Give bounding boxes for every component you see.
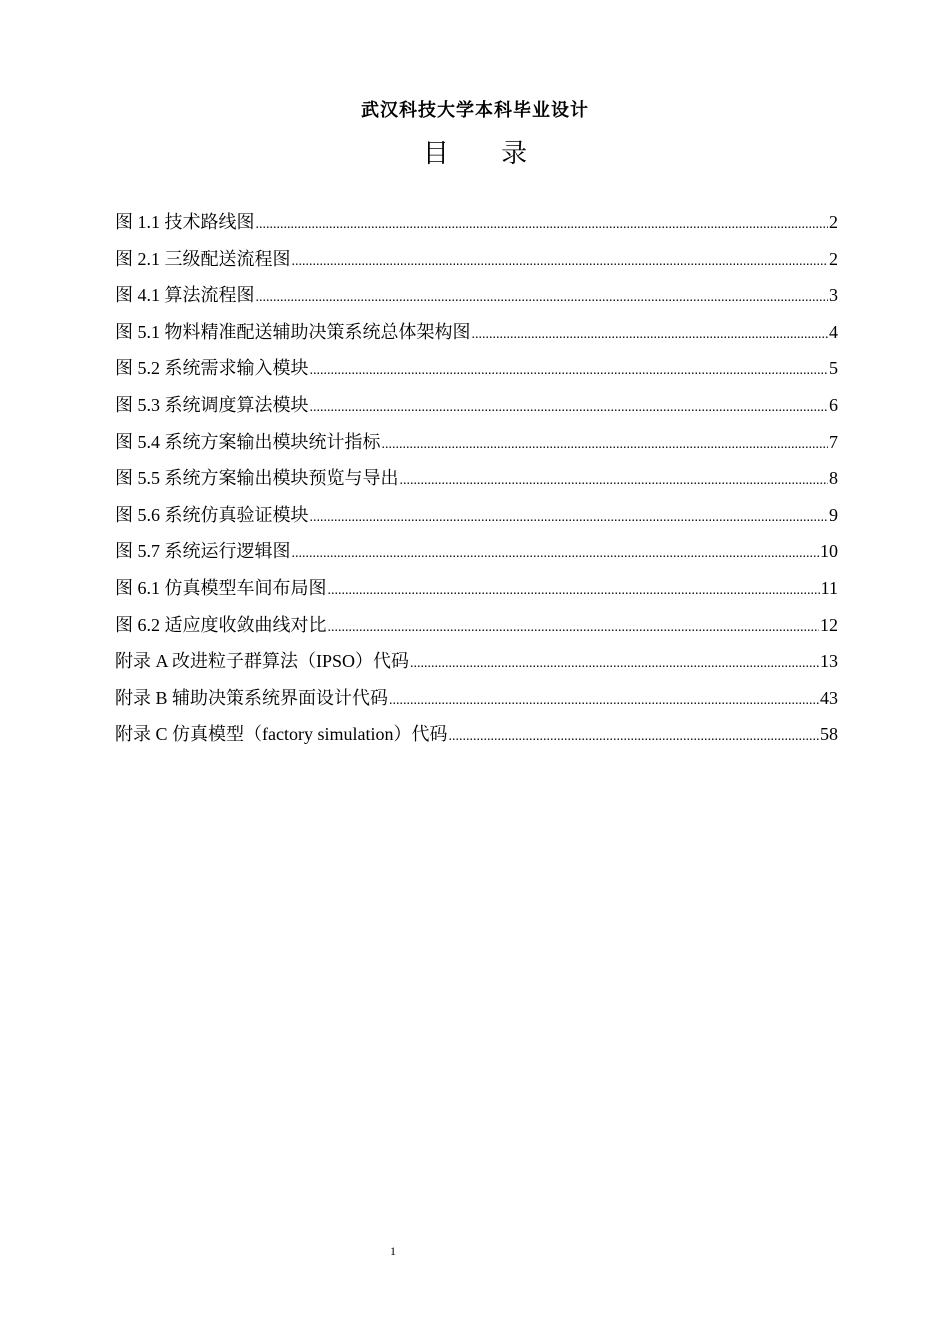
- toc-entry-page: 10: [820, 541, 838, 562]
- toc-entry[interactable]: [115, 570, 838, 607]
- toc-entry[interactable]: [115, 460, 838, 497]
- toc-entry-label: 图 6.2 适应度收敛曲线对比: [115, 614, 327, 635]
- toc-entry-page: 4: [829, 321, 838, 342]
- dot-leader: [448, 719, 819, 756]
- toc-entry-page: 5: [829, 358, 838, 379]
- toc-entry[interactable]: [115, 680, 838, 717]
- toc-entry-page: 11: [820, 577, 838, 598]
- toc-entry-page: 43: [820, 687, 838, 708]
- toc-entry-label: 图 6.1 仿真模型车间布局图: [115, 577, 327, 598]
- toc-entry[interactable]: [115, 314, 838, 351]
- dot-leader: [310, 353, 829, 390]
- dot-leader: [292, 536, 820, 573]
- toc-entry-label: 图 4.1 算法流程图: [115, 285, 255, 306]
- toc-entry[interactable]: [115, 497, 838, 534]
- toc-entry[interactable]: [115, 533, 838, 570]
- dot-leader: [310, 500, 829, 537]
- toc-entry-label: 图 5.3 系统调度算法模块: [115, 394, 309, 415]
- toc-entry[interactable]: [115, 277, 838, 314]
- table-of-contents: [115, 204, 838, 753]
- toc-entry[interactable]: [115, 607, 838, 644]
- toc-entry-label: 图 1.1 技术路线图: [115, 212, 255, 232]
- toc-entry-page: 12: [820, 614, 838, 635]
- toc-entry[interactable]: [115, 387, 838, 424]
- toc-entry-label: 附录 C 仿真模型（factory simulation）代码: [115, 724, 448, 745]
- dot-leader: [389, 683, 819, 720]
- toc-entry[interactable]: [115, 241, 838, 278]
- toc-entry-label: 图 5.7 系统运行逻辑图: [115, 541, 291, 562]
- dot-leader: [328, 573, 820, 610]
- toc-entry-label: 图 2.1 三级配送流程图: [115, 248, 291, 269]
- toc-entry[interactable]: [115, 350, 838, 387]
- toc-entry-label: 附录 A 改进粒子群算法（IPSO）代码: [115, 651, 410, 672]
- toc-entry[interactable]: [115, 716, 838, 753]
- toc-entry-label: 图 5.4 系统方案输出模块统计指标: [115, 431, 381, 452]
- toc-entry-page: 2: [829, 212, 838, 232]
- dot-leader: [256, 280, 829, 317]
- toc-entry-page: 9: [829, 504, 838, 525]
- toc-entry-page: 6: [829, 394, 838, 415]
- toc-entry-page: 58: [820, 724, 838, 745]
- dot-leader: [292, 244, 829, 281]
- dot-leader: [472, 317, 829, 354]
- dot-leader: [256, 207, 829, 244]
- toc-entry[interactable]: [115, 424, 838, 461]
- dot-leader: [382, 427, 829, 464]
- document-header: 武汉科技大学本科毕业设计: [361, 100, 589, 121]
- toc-entry-page: 13: [820, 651, 838, 672]
- toc-title: 目 录: [422, 139, 550, 169]
- dot-leader: [410, 646, 819, 683]
- toc-entry-page: 2: [829, 248, 838, 269]
- toc-entry[interactable]: [115, 204, 838, 241]
- toc-entry-page: 8: [829, 468, 838, 489]
- toc-entry-label: 图 5.5 系统方案输出模块预览与导出: [115, 468, 399, 489]
- toc-entry-page: 3: [829, 285, 838, 306]
- dot-leader: [310, 390, 829, 427]
- dot-leader: [400, 463, 829, 500]
- toc-entry-label: 图 5.1 物料精准配送辅助决策系统总体架构图: [115, 321, 471, 342]
- dot-leader: [328, 610, 820, 647]
- toc-entry-label: 图 5.6 系统仿真验证模块: [115, 504, 309, 525]
- toc-entry-label: 附录 B 辅助决策系统界面设计代码: [115, 687, 389, 708]
- toc-entry-label: 图 5.2 系统需求输入模块: [115, 358, 309, 379]
- toc-entry-page: 7: [829, 431, 838, 452]
- toc-entry[interactable]: [115, 643, 838, 680]
- page-number: 1: [390, 1244, 396, 1258]
